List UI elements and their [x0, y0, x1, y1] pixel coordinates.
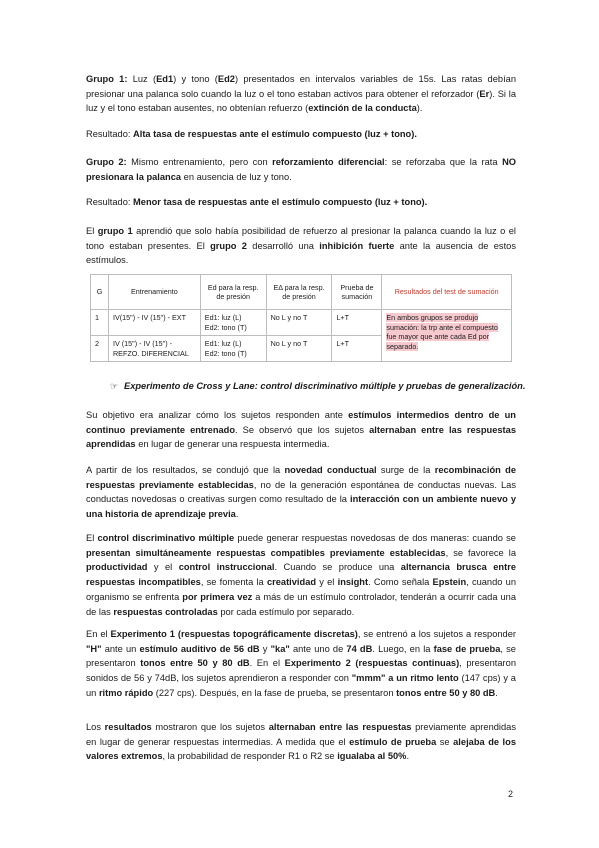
cell-ed: Ed1: luz (L) Ed2: tono (T): [200, 336, 266, 362]
cell-edelta: No L y no T: [266, 336, 332, 362]
table-header: Entrenamiento: [108, 275, 200, 310]
paragraph-novedad: A partir de los resultados, se condujó que la novedad conductual surge de la recombinación de respuestas previamente establecidas, no de la generación espontánea de conductas nuevas. Las conductas novedosas o creativas surgen como resultado de la interacción con un ambiente nuevo y una historia de aprendizaje previa.: [86, 465, 517, 520]
results-highlight: En ambos grupos se produjo sumación: la trp ante el compuesto fue mayor que ante cada Ed por separado.: [386, 313, 498, 351]
grupo-2-label: Grupo 2:: [86, 157, 127, 167]
cell-ed: Ed1: luz (L) Ed2: tono (T): [200, 310, 266, 336]
cell-prueba: L+T: [332, 336, 382, 362]
paragraph-grupos-summary: El grupo 1 aprendió que solo había posibilidad de refuerzo al presionar la palanca cuando la luz o el tono estaban presentes. El grupo 2 desarrolló una inhibición fuerte ante la ausencia de estos estímulos.: [86, 226, 516, 266]
page-number: 2: [508, 789, 514, 799]
cell-training: IV (15") - IV (15") - REFZO. DIFERENCIAL: [108, 336, 200, 362]
results-table: [90, 274, 512, 362]
paragraph-grupo-1: Grupo 1: Luz (Ed1) y tono (Ed2) presentados en intervalos variables de 15s. Las ratas debían presionar una palanca solo cuando la luz o el tono estaban activos para obtener el reforzador (Er). Si la luz y el tono estaban ausentes, no obtenían refuerzo (extinción de la conducta).: [86, 74, 516, 114]
section-heading: ☞ Experimento de Cross y Lane: control discriminativo múltiple y pruebas de generalización.: [110, 381, 526, 391]
paragraph-grupo-2: Grupo 2: Mismo entrenamiento, pero con reforzamiento diferencial: se reforzaba que la rata NO presionara la palanca en ausencia de luz y tono.: [86, 157, 517, 182]
table-header: EΔ para la resp. de presión: [266, 275, 332, 310]
paragraph-resultados: Los resultados mostraron que los sujetos alternaban entre las respuestas previamente aprendidas en lugar de generar respuestas intermedias. A medida que el estímulo de prueba se alejaba de los valores extremos, la probabilidad de responder R1 o R2 se igualaba al 50%.: [86, 722, 516, 762]
grupo-1-label: Grupo 1:: [86, 74, 128, 84]
table-header-results: Resultados del test de sumación: [382, 275, 512, 310]
cell-group: 2: [91, 336, 109, 362]
paragraph-objetivo: Su objetivo era analizar cómo los sujetos responden ante estímulos intermedios dentro de un continuo previamente entrenado. Se observó que los sujetos alternaban entre las respuestas aprendidas en lugar de generar una respuesta intermedia.: [86, 410, 516, 450]
table-header: Ed para la resp. de presión: [200, 275, 266, 310]
cell-prueba: L+T: [332, 310, 382, 336]
paragraph-experimentos: En el Experimento 1 (respuestas topográficamente discretas), se entrenó a los sujetos a responder "H" ante un estímulo auditivo de 56 dB y "ka" ante uno de 74 dB. Luego, en la fase de prueba, se presentaron tonos entre 50 y 80 dB. En el Experimento 2 (respuestas continuas), presentaron sonidos de 56 y 74dB, los sujetos aprendieron a responder con "mmm" a un ritmo lento (147 cps) y a un ritmo rápido (227 cps). Después, en la fase de prueba, se presentaron tonos entre 50 y 80 dB.: [86, 629, 516, 698]
cell-edelta: No L y no T: [266, 310, 332, 336]
cell-results: [382, 310, 512, 362]
resultado-1: Resultado: Alta tasa de respuestas ante el estímulo compuesto (luz + tono).: [86, 129, 417, 139]
pointer-icon: ☞: [110, 381, 119, 391]
table-header: Prueba de sumación: [332, 275, 382, 310]
paragraph-control: El control discriminativo múltiple puede generar respuestas novedosas de dos maneras: cuando se presentan simultáneamente respuestas compatibles previamente establecidas, se favorece la productividad y el control instruccional. Cuando se produce una alternancia brusca entre respuestas incompatibles, se fomenta la creatividad y el insight. Como señala Epstein, cuando un organismo se enfrenta por primera vez a más de un estímulo controlador, tenderán a ocurrir cada una de las respuestas controladas por cada estímulo por separado.: [86, 533, 517, 617]
resultado-2: Resultado: Menor tasa de respuestas ante el estímulo compuesto (luz + tono).: [86, 197, 428, 207]
table-row: [91, 310, 512, 336]
table-header: G: [91, 275, 109, 310]
table-header-row: [91, 275, 512, 310]
cell-training: IV(15") - IV (15") - EXT: [108, 310, 200, 336]
cell-group: 1: [91, 310, 109, 336]
